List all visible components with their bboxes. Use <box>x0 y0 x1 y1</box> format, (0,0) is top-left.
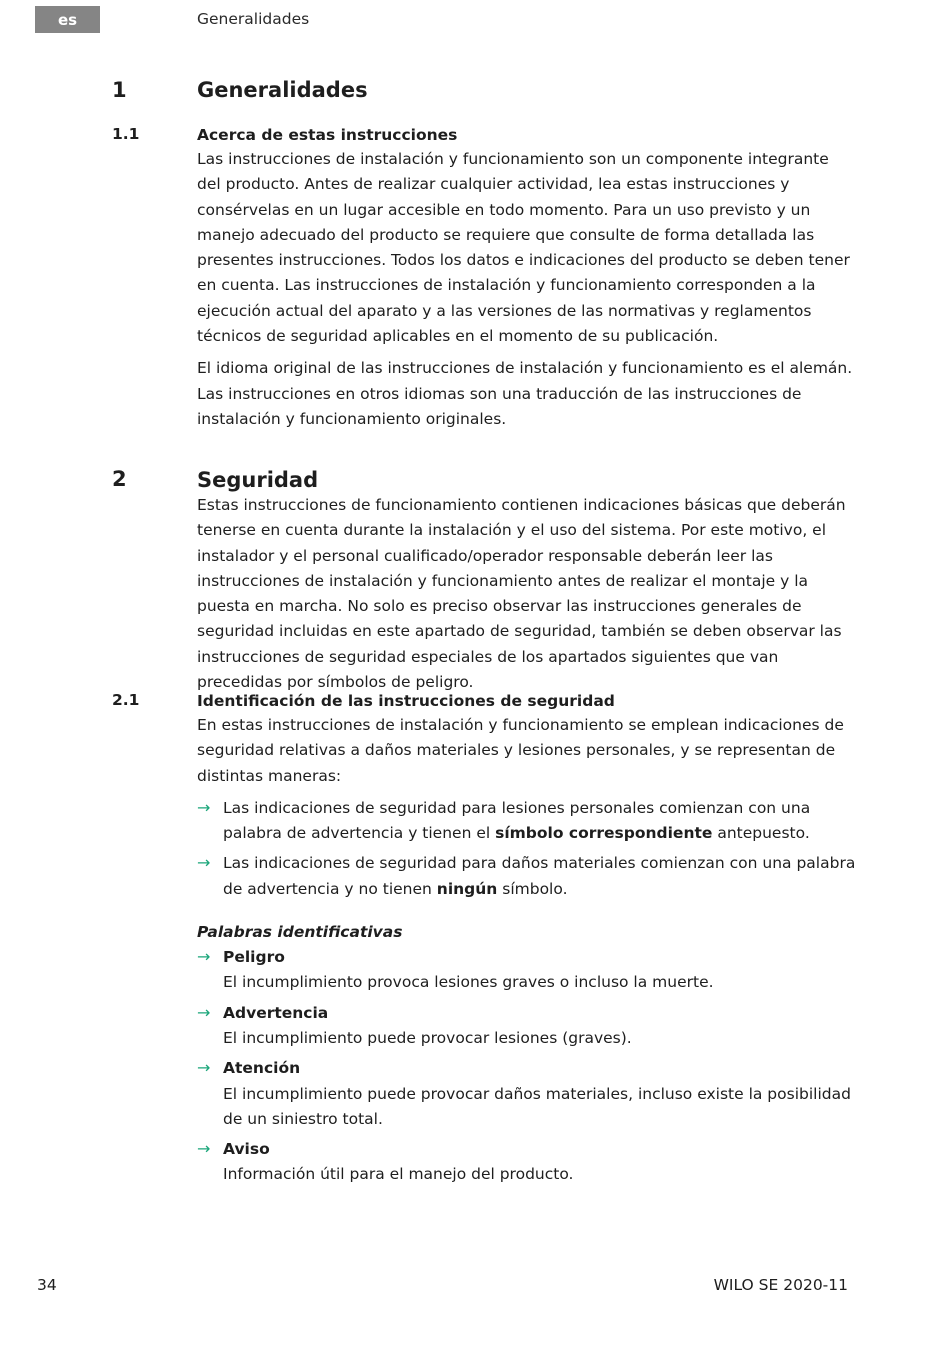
signal-word-description: El incumplimiento puede provocar lesiones (graves). <box>223 1028 632 1047</box>
page-number: 34 <box>37 1276 57 1294</box>
signal-word-term: Advertencia <box>223 1003 329 1022</box>
arrow-right-icon: → <box>197 947 211 967</box>
signal-word-term: Aviso <box>223 1140 270 1159</box>
section-1-1-title: Acerca de estas instrucciones <box>197 126 458 144</box>
arrow-right-icon: → <box>197 1139 211 1159</box>
section-1-number: 1 <box>112 78 127 102</box>
list-item <box>197 1001 857 1052</box>
section-2-number: 2 <box>112 467 127 491</box>
footer-brand: WILO SE 2020-11 <box>713 1276 848 1294</box>
signal-word-description: El incumplimiento provoca lesiones graves o incluso la muerte. <box>223 973 714 992</box>
arrow-right-icon: → <box>197 797 211 817</box>
list-item: → Las indicaciones de seguridad para lesiones personales comienzan con una palabra de advertencia y tienen el símbolo correspondiente antepuesto. <box>197 797 811 843</box>
list-item: → Las indicaciones de seguridad para daños materiales comienzan con una palabra de advertencia y no tienen ningún símbolo. <box>197 853 856 898</box>
section-2-1-title: Identificación de las instrucciones de seguridad <box>197 692 615 710</box>
section-1-1-number: 1.1 <box>112 125 140 143</box>
running-header-title: Generalidades <box>197 10 310 28</box>
signal-word-description: Información útil para el manejo del producto. <box>223 1165 574 1184</box>
safety-notes-list <box>197 796 857 902</box>
section-2 <box>197 467 857 695</box>
section-1-title: Generalidades <box>197 78 368 102</box>
section-2-paragraph-1: Estas instrucciones de funcionamiento contienen indicaciones básicas que deberán tenerse en cuenta durante la instalación y el uso del sistema. Por este motivo, el instalador y el personal cualificado/operador responsable deberán leer las instrucciones de instalación y funcionamiento antes de realizar el montaje y la puesta en marcha. No solo es preciso observar las instrucciones generales de seguridad incluidas en este apartado de seguridad, también se deben observar las instrucciones de seguridad especiales de los apartados siguientes que van precedidas por símbolos de peligro. <box>197 496 846 692</box>
signal-word-term: Atención <box>223 1059 301 1078</box>
signal-word-term: Peligro <box>223 948 285 967</box>
arrow-right-icon: → <box>197 1002 211 1022</box>
section-2-1 <box>197 691 857 1188</box>
signal-words-list <box>197 945 857 1188</box>
arrow-right-icon: → <box>197 853 211 873</box>
arrow-right-icon: → <box>197 1058 211 1078</box>
section-1-1-paragraph-2: El idioma original de las instrucciones de instalación y funcionamiento es el alemán. Las instrucciones en otros idiomas son una traducción de las instrucciones de instalación y funcionamiento originales. <box>197 359 853 428</box>
list-item <box>197 1056 857 1132</box>
section-1-1 <box>197 125 857 432</box>
section-1-1-paragraph-1: Las instrucciones de instalación y funcionamiento son un componente integrante del producto. Antes de realizar cualquier actividad, lea estas instrucciones y consérvelas en un lugar accesible en todo momento. Para un uso previsto y un manejo adecuado del producto se requiere que consulte de forma detallada las presentes instrucciones. Todos los datos e indicaciones del producto se deben tener en cuenta. Las instrucciones de instalación y funcionamiento corresponden a la ejecución actual del aparato y a las versiones de las normativas y reglamentos técnicos de seguridad aplicables en el momento de su publicación. <box>197 150 850 346</box>
signal-word-description: El incumplimiento puede provocar daños materiales, incluso existe la posibilidad de un siniestro total. <box>223 1084 851 1128</box>
section-2-title: Seguridad <box>197 468 319 492</box>
list-item <box>197 945 857 996</box>
signal-words-title: Palabras identificativas <box>197 923 403 942</box>
language-tab: es <box>35 6 100 33</box>
section-2-1-number: 2.1 <box>112 691 140 709</box>
section-2-1-paragraph-1: En estas instrucciones de instalación y funcionamiento se emplean indicaciones de seguridad relativas a daños materiales y lesiones personales, y se representan de distintas maneras: <box>197 716 844 785</box>
emphasis: ningún <box>436 879 498 898</box>
list-item <box>197 1137 857 1188</box>
emphasis: símbolo correspondiente <box>495 824 713 843</box>
